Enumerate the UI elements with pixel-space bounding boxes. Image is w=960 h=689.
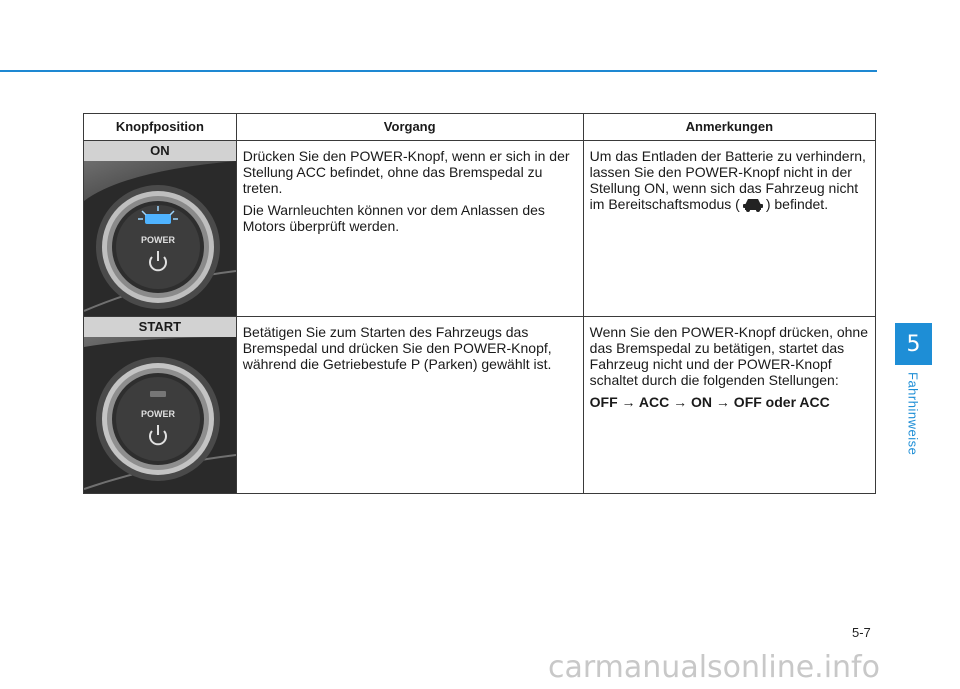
action-text-start-1: Betätigen Sie zum Starten des Fahrzeugs das Bremspedal und drücken Sie den POWER-Knopf, während die Getriebestufe P (Parken) gewählt ist.	[242, 324, 552, 373]
page-number: 5-7	[852, 625, 871, 640]
button-text-on: POWER	[140, 235, 176, 245]
note-cell-start	[583, 317, 875, 494]
position-cell-on	[84, 141, 237, 317]
chapter-number-tab: 5	[895, 323, 932, 365]
header-knopfposition: Knopfposition	[84, 114, 237, 141]
position-label-start: START	[84, 317, 236, 337]
header-vorgang: Vorgang	[236, 114, 583, 141]
note-text-on	[590, 148, 869, 216]
button-text-start: POWER	[140, 409, 176, 419]
chapter-label: Fahrhinweise	[905, 372, 921, 456]
header-anmerkungen: Anmerkungen	[583, 114, 875, 141]
table-row-on	[84, 141, 876, 317]
car-ready-icon	[742, 197, 764, 216]
note-text-on-after: ) befindet.	[765, 196, 829, 213]
note-cell-on	[583, 141, 875, 317]
watermark: carmanualsonline.info	[548, 650, 880, 685]
action-text-on-1: Drücken Sie den POWER-Knopf, wenn er sich in der Stellung ACC befindet, ohne das Bremspedal zu treten.	[242, 148, 570, 197]
action-cell-start	[236, 317, 583, 494]
position-cell-start	[84, 317, 237, 494]
power-button-photo-on	[84, 161, 236, 316]
note-text-on-before: Um das Entladen der Batterie zu verhindern, lassen Sie den POWER-Knopf nicht in der Stellung ON, wenn sich das Fahrzeug nicht im Bereitschaftsmodus (	[589, 148, 866, 213]
table-header-row	[84, 114, 876, 141]
position-label-on: ON	[84, 141, 236, 161]
position-sequence: OFF → ACC → ON → OFF oder ACC	[589, 394, 830, 411]
table-row-start	[84, 317, 876, 494]
note-text-start: Wenn Sie den POWER-Knopf drücken, ohne das Bremspedal zu betätigen, startet das Fahrzeug nicht und der POWER-Knopf schaltet durch die folgenden Stellungen:	[589, 324, 868, 389]
top-rule	[0, 70, 877, 72]
button-position-table	[83, 113, 876, 494]
action-cell-on	[236, 141, 583, 317]
power-button-photo-start	[84, 337, 236, 493]
action-text-on-2: Die Warnleuchten können vor dem Anlassen des Motors überprüft werden.	[242, 202, 545, 235]
